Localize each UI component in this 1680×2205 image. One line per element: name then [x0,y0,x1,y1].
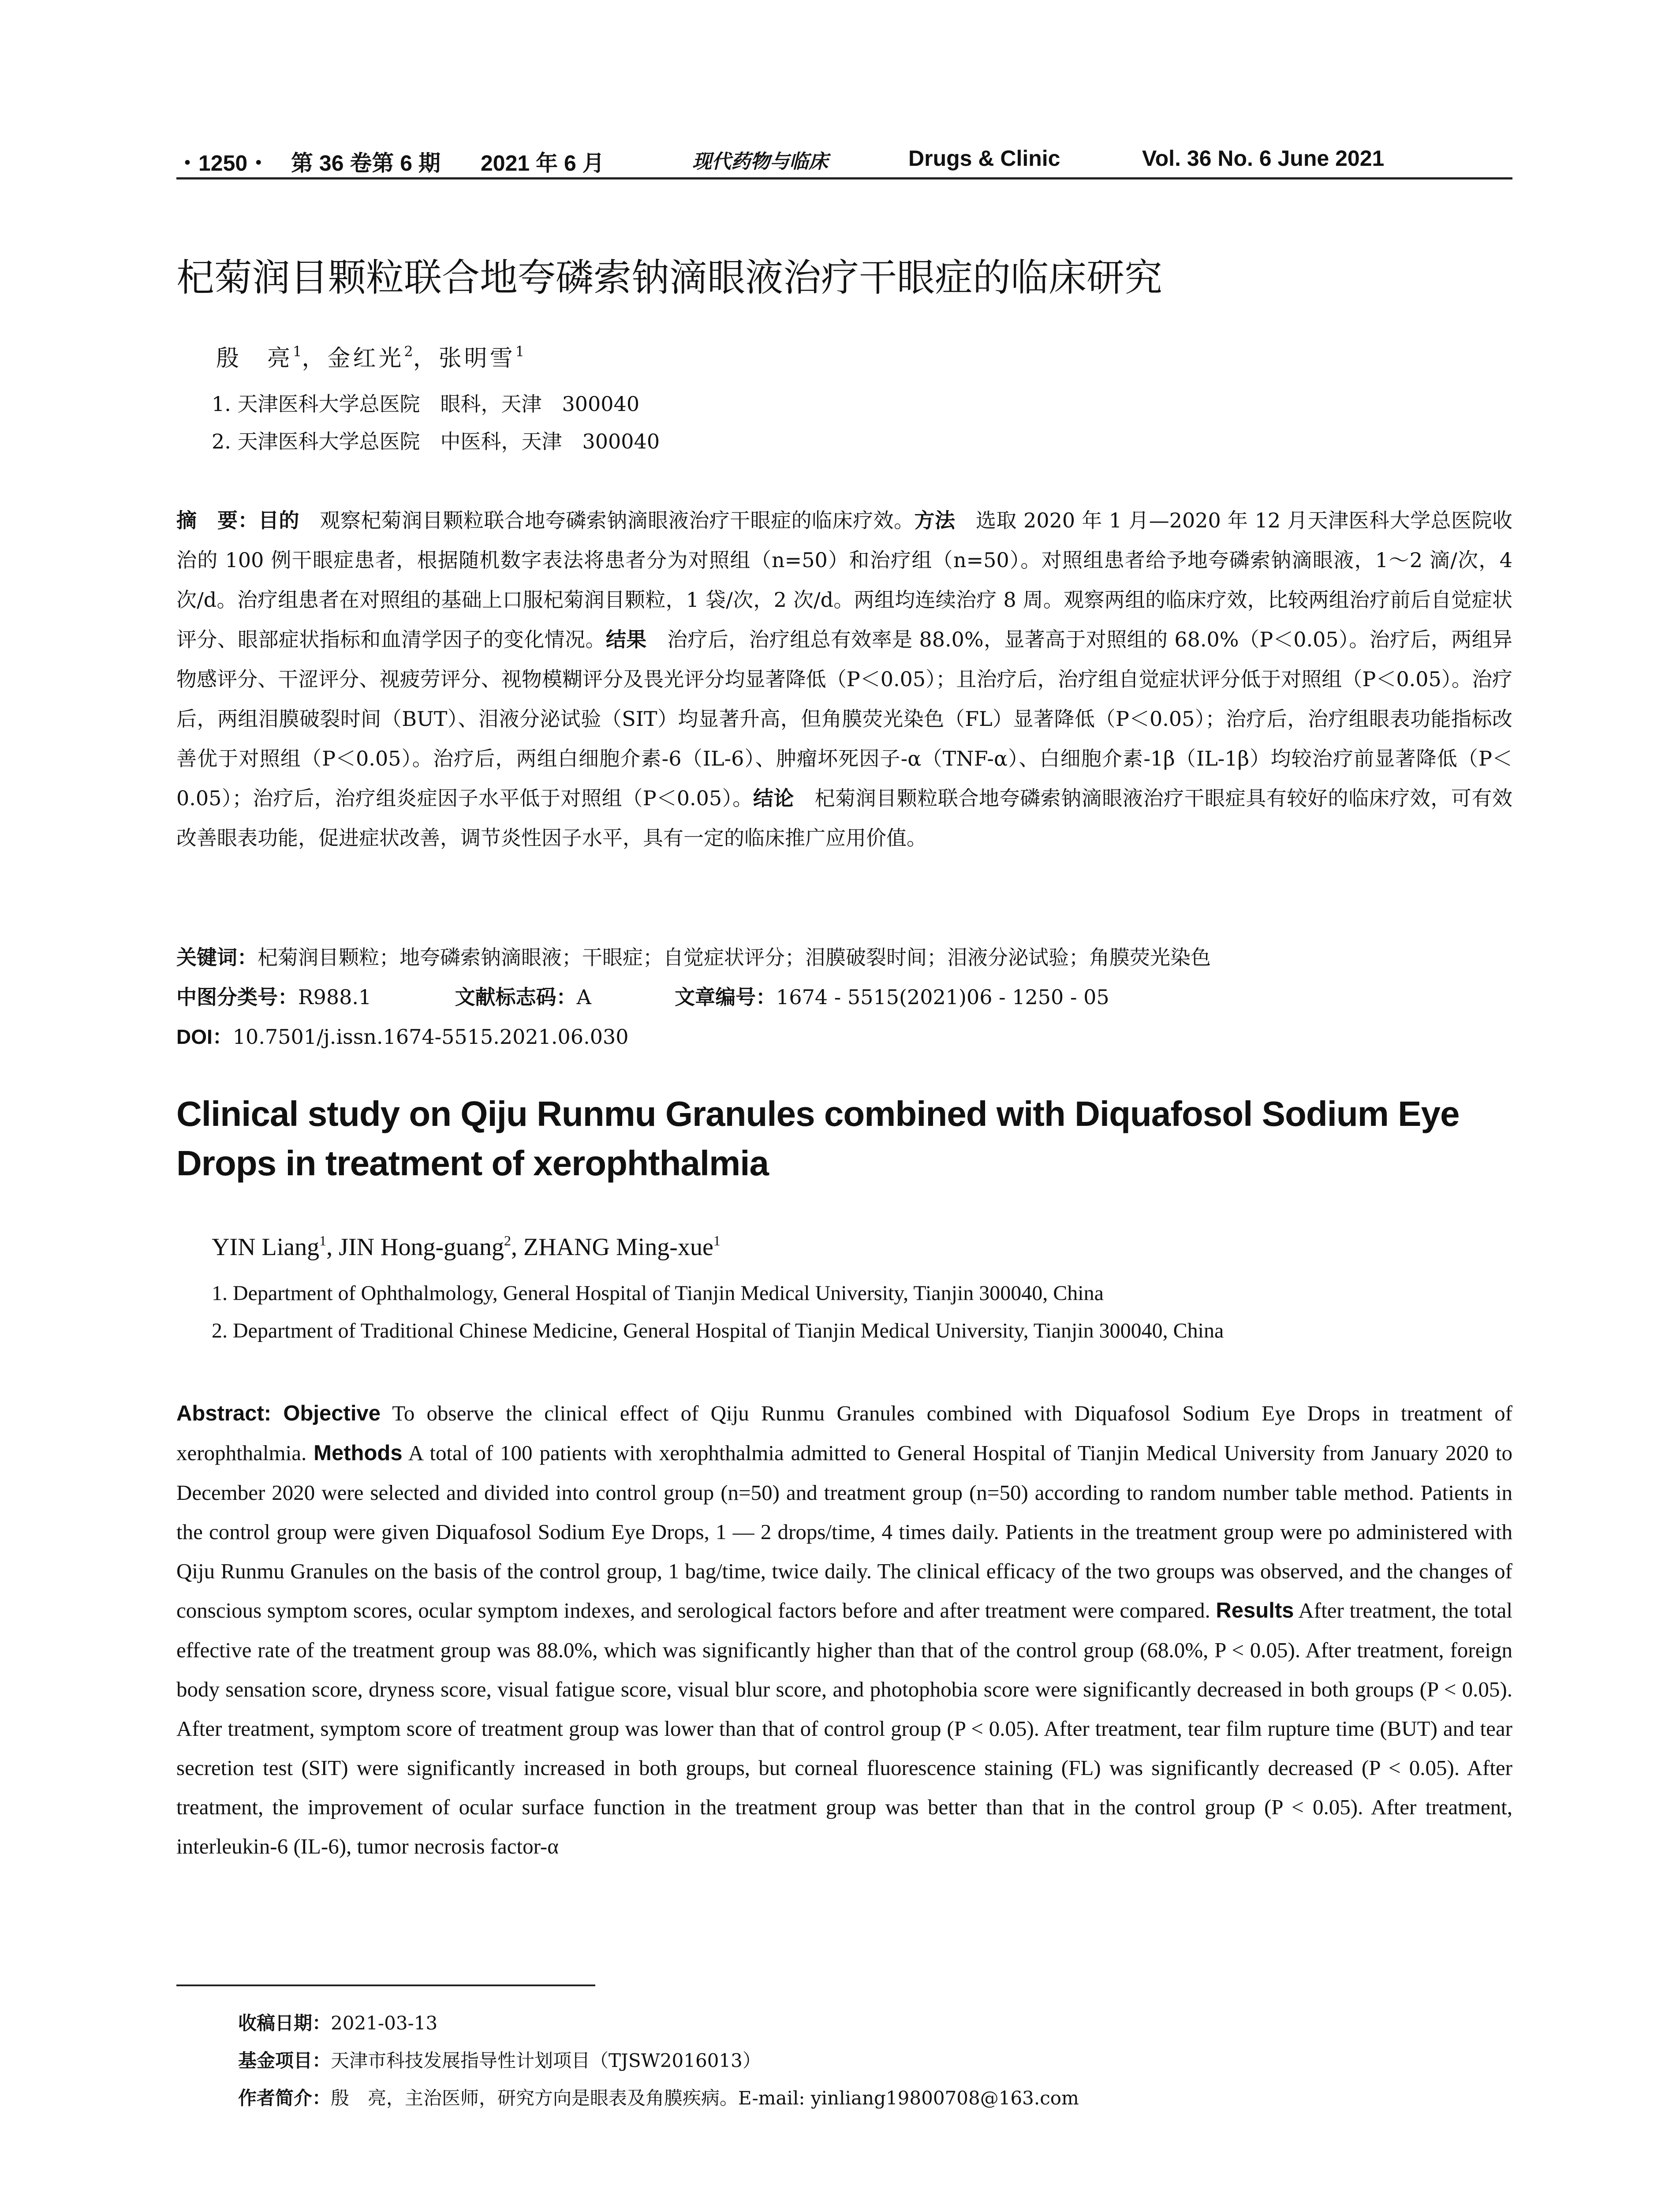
affiliation-cn-1: 1. 天津医科大学总医院 眼科，天津 300040 [212,392,640,416]
classification-line [176,981,1109,1010]
fund-text: 天津市科技发展指导性计划项目（TJSW2016013） [331,2050,761,2071]
doi-line [176,1021,629,1050]
abstract-label-cn: 摘 要： [176,508,258,532]
conclusion-label-cn: 结论 [753,786,794,810]
author-name: JIN Hong-guang [339,1233,504,1261]
doi-label: DOI： [176,1025,233,1048]
author-name: ZHANG Ming-xue [523,1233,713,1261]
doc-code-value: A [576,985,591,1009]
doc-code-label: 文献标志码： [455,985,577,1009]
author-name: YIN Liang [212,1233,320,1261]
page-number: ・1250・ [176,151,270,176]
results-label-cn: 结果 [605,628,647,651]
affiliation-cn-2: 2. 天津医科大学总医院 中医科，天津 300040 [212,430,660,453]
objective-text-cn: 观察杞菊润目颗粒联合地夸磷索钠滴眼液治疗干眼症的临床疗效。 [299,508,915,532]
article-no-value: 1674 - 5515(2021)06 - 1250 - 05 [776,985,1109,1009]
volume-en: Vol. 36 No. 6 June 2021 [1142,146,1385,171]
author-bio-text: 殷 亮，主治医师，研究方向是眼表及角膜疾病。E-mail: yinliang19800708@163.com [331,2087,1079,2109]
author-bio-label: 作者简介： [238,2087,331,2109]
methods-label-cn: 方法 [914,508,956,532]
results-text-en: After treatment, the total effective rate of the treatment group was 88.0%, which was significantly higher than that of the control group (68.0%, P < 0.05). After treatment, foreign body sensation score, dryness score, visual fatigue score, visual blur score, and photophobia score were significantly decreased in both groups (P < 0.05). After treatment, symptom score of treatment group was lower than that of control group (P < 0.05). After treatment, tear film rupture time (BUT) and tear secretion test (SIT) were significantly increased in both groups, but corneal fluorescence staining (FL) was significantly decreased (P < 0.05). After treatment, the improvement of ocular surface function in the treatment group was better than that in the control group (P < 0.05). After treatment, interleukin-6 (IL-6), tumor necrosis factor-α [176,1598,1512,1858]
author-affiliation-mark: 2 [404,343,413,360]
keywords-cn [176,942,1211,971]
footnote-author [238,2084,1079,2110]
fund-label: 基金项目： [238,2050,331,2071]
date-cn: 2021 年 6 月 [481,151,605,176]
paper-title-en: Clinical study on Qiju Runmu Granules combined with Diquafosol Sodium Eye Drops in treatment of xerophthalmia [176,1094,1460,1183]
results-label-en: Results [1216,1599,1294,1622]
received-date: 2021-03-13 [331,2012,438,2034]
footnote-fund [238,2046,761,2073]
paper-title-cn: 杞菊润目颗粒联合地夸磷索钠滴眼液治疗干眼症的临床研究 [176,256,1162,300]
objective-label-en: Objective [283,1401,381,1425]
volume-cn: 第 36 卷第 6 期 [291,151,441,176]
footnote-received [238,2009,437,2035]
author-affiliation-mark: 2 [504,1233,511,1248]
keywords-label: 关键词： [176,946,258,969]
author-affiliation-mark: 1 [515,343,525,360]
journal-name-en: Drugs & Clinic [908,146,1060,171]
received-label: 收稿日期： [238,2012,331,2034]
abstract-label-en: Abstract: [176,1401,272,1425]
header-rule [176,177,1512,179]
author-affiliation-mark: 1 [319,1233,327,1248]
objective-text-en: To observe the clinical effect of Qiju Runmu Granules combined with Diquafosol Sodium Eye Drops in treatment of xerophthalmia. [176,1401,1513,1465]
keywords-text: 杞菊润目颗粒；地夸磷索钠滴眼液；干眼症；自觉症状评分；泪膜破裂时间；泪液分泌试验；角膜荧光染色 [258,946,1211,969]
author-name: 金红光 [327,345,404,372]
journal-name-cn: 现代药物与临床 [692,150,828,173]
author-name: 张明雪 [438,345,515,372]
author-affiliation-mark: 1 [713,1233,721,1248]
conclusion-text-cn: 杞菊润目颗粒联合地夸磷索钠滴眼液治疗干眼症具有较好的临床疗效，可有效改善眼表功能，促进症状改善，调节炎性因子水平，具有一定的临床推广应用价值。 [176,786,1513,850]
methods-text-en: A total of 100 patients with xerophthalmia admitted to General Hospital of Tianjin Medical University from January 2020 to December 2020 were selected and divided into control group (n=50) and treatment group (n=50) according to random number table method. Patients in the control group were given Diquafosol Sodium Eye Drops, 1 — 2 drops/time, 4 times daily. Patients in the treatment group were po administered with Qiju Runmu Granules on the basis of the control group, 1 bag/time, twice daily. The clinical efficacy of the two groups was observed, and the changes of conscious symptom scores, ocular symptom indexes, and serological factors before and after treatment were compared. [176,1441,1512,1622]
article-no-label: 文章编号： [675,985,777,1009]
running-header [176,140,1517,180]
clc-value: R988.1 [298,985,372,1009]
affiliation-en-2: 2. Department of Traditional Chinese Medicine, General Hospital of Tianjin Medical University, Tianjin 300040, China [212,1319,1224,1342]
methods-text-cn: 选取 2020 年 1 月—2020 年 12 月天津医科大学总医院收治的 100 例干眼症患者，根据随机数字表法将患者分为对照组（n=50）和治疗组（n=50）。对照组患者给予地夸磷索钠滴眼液，1～2 滴/次，4 次/d。治疗组患者在对照组的基础上口服杞菊润目颗粒，1 袋/次，2 次/d。两组均连续治疗 8 周。观察两组的临床疗效，比较两组治疗前后自觉症状评分、眼部症状指标和血清学因子的变化情况。 [176,508,1513,651]
methods-label-en: Methods [314,1441,403,1465]
author-list-cn: 殷 亮$^1$，金红光$^2$，张明雪$^1$ [216,343,525,372]
author-affiliation-mark: 1 [293,343,302,360]
author-name: 殷 亮 [216,345,293,372]
abstract-cn [176,501,1512,858]
results-text-cn: 治疗后，治疗组总有效率是 88.0%，显著高于对照组的 68.0%（P＜0.05）。治疗后，两组异物感评分、干涩评分、视疲劳评分、视物模糊评分及畏光评分均显著降低（P＜0.05）；且治疗后，治疗组自觉症状评分低于对照组（P＜0.05）。治疗后，两组泪膜破裂时间（BUT）、泪液分泌试验（SIT）均显著升高，但角膜荧光染色（FL）显著降低（P＜0.05）；治疗后，治疗组眼表功能指标改善优于对照组（P＜0.05）。治疗后，两组白细胞介素-6（IL-6）、肿瘤坏死因子-α（TNF-α）、白细胞介素-1β（IL-1β）均较治疗前显著降低（P＜0.05）；治疗后，治疗组炎症因子水平低于对照组（P＜0.05）。 [176,628,1512,810]
affiliation-en-1: 1. Department of Ophthalmology, General Hospital of Tianjin Medical University, Tianjin 300040, China [212,1282,1104,1305]
author-list-en: YIN Liang$^1$, JIN Hong-guang$^2$, ZHANG Ming-xue$^1$ [212,1233,721,1261]
abstract-en [176,1394,1512,1866]
objective-label-cn: 目的 [258,508,299,532]
footnote-rule [176,1984,595,1986]
clc-label: 中图分类号： [176,985,298,1009]
doi-value: 10.7501/j.issn.1674-5515.2021.06.030 [232,1025,629,1049]
